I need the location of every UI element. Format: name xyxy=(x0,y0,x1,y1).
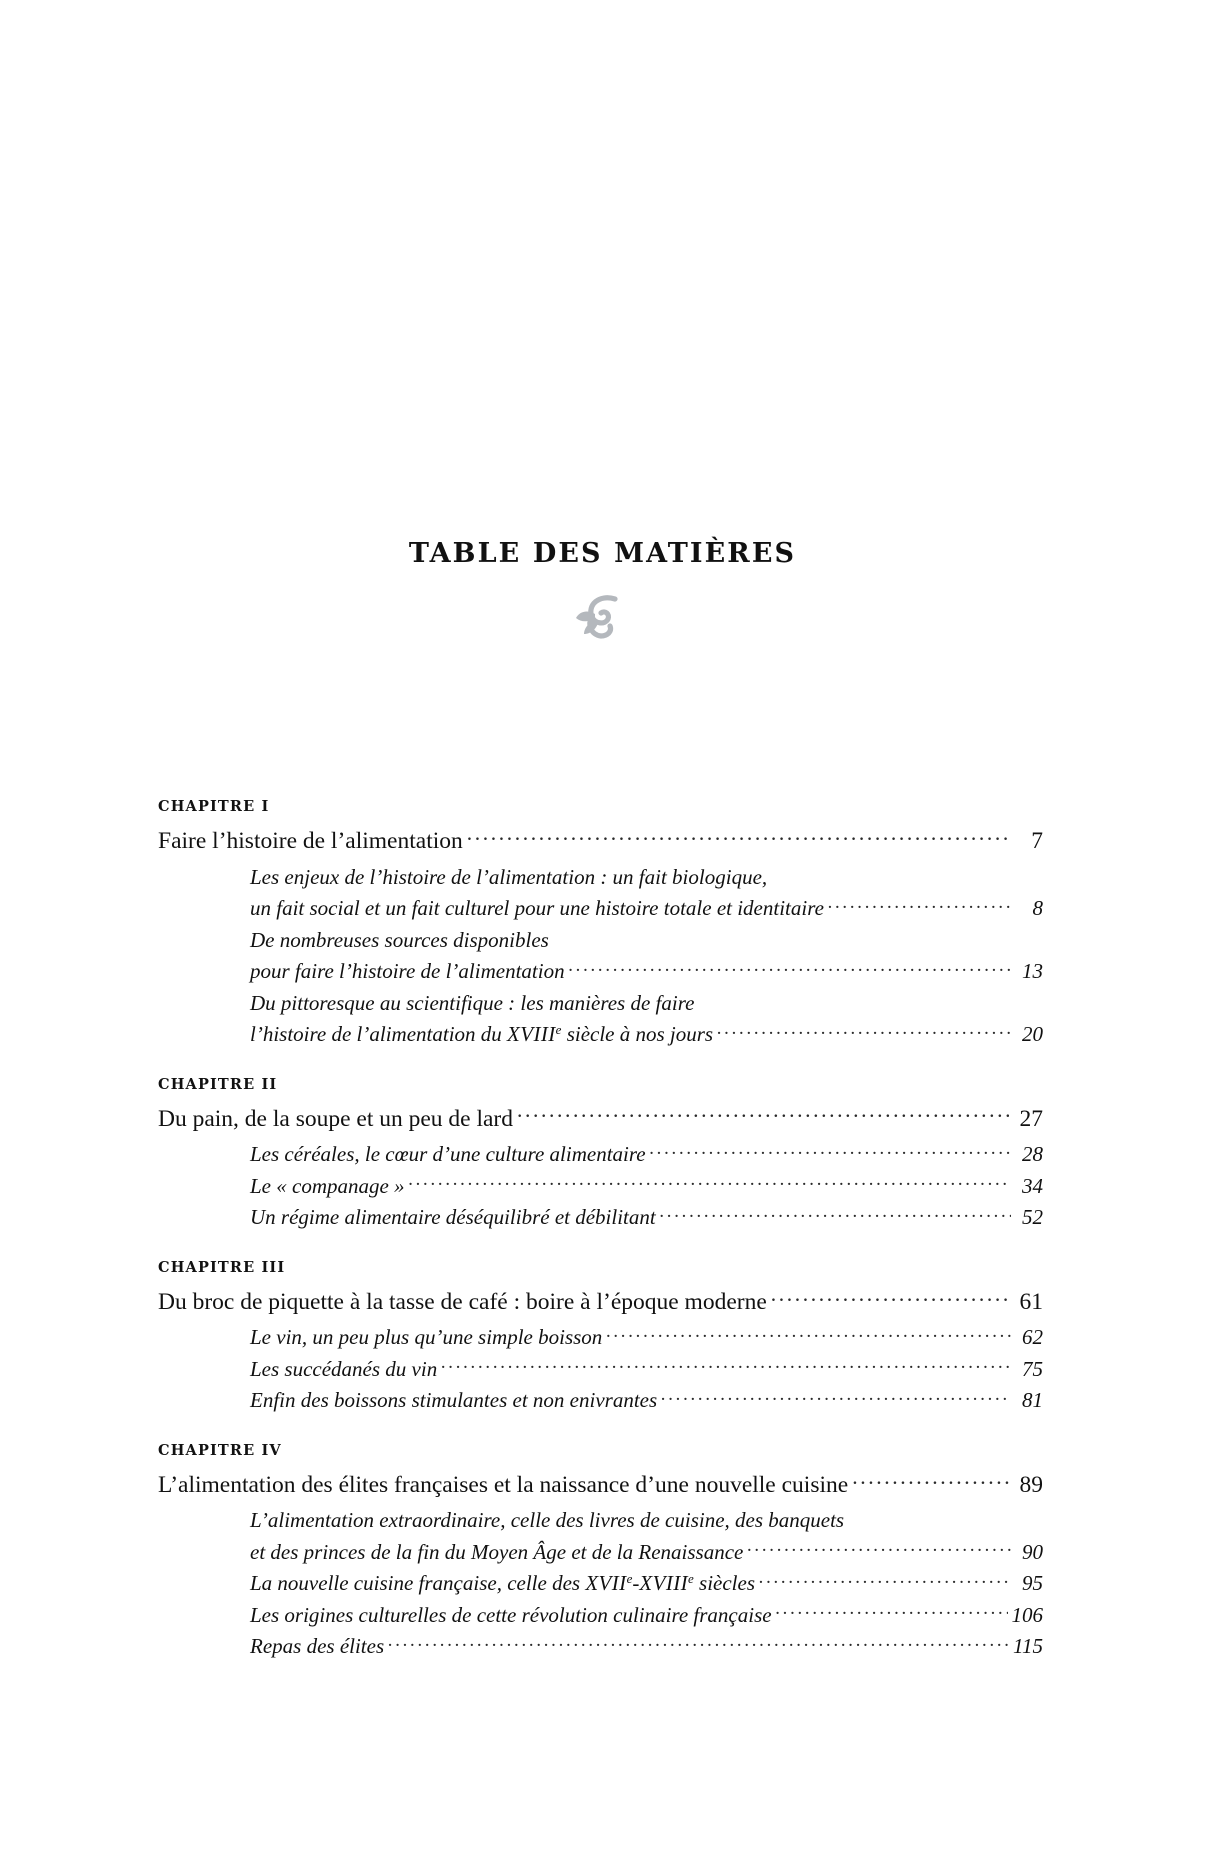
toc-subentry-label: un fait social et un fait culturel pour une histoire totale et identitaire xyxy=(250,896,824,921)
toc-entry-subsection[interactable] xyxy=(250,1019,1043,1051)
toc-entry-subsection[interactable] xyxy=(250,1537,1043,1569)
toc-entry-subsection[interactable] xyxy=(250,1568,1043,1600)
dot-leader xyxy=(852,1468,1009,1492)
toc-subentry-list xyxy=(250,1139,1043,1234)
toc-page-number: 13 xyxy=(1022,959,1043,984)
toc-subentry-label: Les céréales, le cœur d’une culture alimentaire xyxy=(250,1142,646,1167)
toc-subentry-list xyxy=(250,862,1043,1051)
toc-entry-subsection[interactable] xyxy=(250,1385,1043,1417)
toc-subentry-label: et des princes de la fin du Moyen Âge et de la Renaissance xyxy=(250,1539,744,1564)
dot-leader xyxy=(776,1601,1008,1622)
dot-leader xyxy=(650,1140,1011,1161)
dot-leader xyxy=(569,957,1011,978)
toc-entry-label: Faire l’histoire de l’alimentation xyxy=(158,828,463,854)
toc-subentry-label: l’histoire de l’alimentation du XVIIIe siècle à nos jours xyxy=(250,1022,714,1047)
chapter-kicker: CHAPITRE II xyxy=(158,1075,278,1093)
toc-subentry-label: Le « companage » xyxy=(250,1173,405,1198)
dot-leader xyxy=(388,1632,1009,1653)
toc-entry-label: Du broc de piquette à la tasse de café : boire à l’époque moderne xyxy=(158,1288,767,1315)
toc-subentry-label: pour faire l’histoire de l’alimentation xyxy=(250,959,565,984)
toc-page-number: 34 xyxy=(1022,1173,1043,1198)
dot-leader xyxy=(441,1355,1011,1376)
toc-subentry-label: Repas des élites xyxy=(250,1634,385,1659)
dot-leader xyxy=(717,1020,1011,1041)
chapter-block xyxy=(158,800,1043,1051)
dot-leader xyxy=(771,1285,1009,1309)
toc-page-number: 28 xyxy=(1022,1142,1043,1167)
toc-page-number: 20 xyxy=(1022,1022,1043,1047)
chapter-block xyxy=(158,1075,1043,1234)
toc-entry-subsection[interactable] xyxy=(250,1171,1043,1203)
toc-page-number: 90 xyxy=(1022,1539,1043,1564)
page-title: TABLE DES MATIÈRES xyxy=(408,538,797,569)
dot-leader xyxy=(660,1203,1011,1224)
toc-subentry-label: Les succédanés du vin xyxy=(250,1356,438,1381)
chapter-kicker: CHAPITRE I xyxy=(158,798,270,815)
toc-page-number: 89 xyxy=(1019,1471,1043,1498)
toc-entry-chapter[interactable] xyxy=(158,1468,1043,1500)
toc-page-number: 8 xyxy=(1032,896,1043,921)
toc-subentry-list xyxy=(250,1505,1043,1663)
toc-entry-subsection[interactable] xyxy=(250,1322,1043,1354)
toc-entry-label: L’alimentation des élites françaises et la naissance d’une nouvelle cuisine xyxy=(158,1471,849,1498)
toc-subentry-label: La nouvelle cuisine française, celle des XVIIe-XVIIIe siècles xyxy=(250,1571,756,1596)
toc-page-number: 7 xyxy=(1031,828,1043,854)
toc-subentry-label: Le vin, un peu plus qu’une simple boisson xyxy=(250,1325,603,1350)
dot-leader xyxy=(747,1538,1011,1559)
toc-entry-chapter[interactable] xyxy=(158,1102,1043,1134)
toc-subentry-line: Les enjeux de l’histoire de l’alimentation : un fait biologique, xyxy=(250,864,768,889)
dot-leader xyxy=(409,1172,1011,1193)
toc-entry-chapter[interactable] xyxy=(158,1285,1043,1317)
chapter-block xyxy=(158,1258,1043,1417)
toc-page-number: 115 xyxy=(1013,1634,1043,1659)
toc-page-number: 27 xyxy=(1019,1105,1043,1132)
toc-subentry-line: L’alimentation extraordinaire, celle des livres de cuisine, des banquets xyxy=(250,1508,845,1533)
toc-entry-subsection[interactable] xyxy=(250,1600,1043,1632)
toc-page-number: 61 xyxy=(1019,1288,1043,1315)
dot-leader xyxy=(606,1323,1011,1344)
fleuron-ornament xyxy=(0,590,1205,660)
toc-page-number: 81 xyxy=(1022,1388,1043,1413)
toc-entry-label: Du pain, de la soupe et un peu de lard xyxy=(158,1105,514,1132)
chapter-block xyxy=(158,1441,1043,1663)
dot-leader xyxy=(661,1386,1011,1407)
toc-entry-subsection[interactable] xyxy=(250,893,1043,925)
toc-page-number: 75 xyxy=(1022,1356,1043,1381)
table-of-contents xyxy=(158,800,1043,1663)
dot-leader xyxy=(828,894,1011,915)
dot-leader xyxy=(759,1569,1011,1590)
toc-page-number: 52 xyxy=(1022,1205,1043,1230)
toc-subentry-list xyxy=(250,1322,1043,1417)
dot-leader xyxy=(467,825,1009,849)
toc-entry-chapter[interactable] xyxy=(158,825,1043,857)
toc-subentry-label: Les origines culturelles de cette révolution culinaire française xyxy=(250,1602,772,1627)
toc-subentry-line: De nombreuses sources disponibles xyxy=(250,927,549,952)
chapter-kicker: CHAPITRE IV xyxy=(158,1441,282,1459)
toc-entry-subsection[interactable] xyxy=(250,1631,1043,1663)
toc-subentry-line: Du pittoresque au scientifique : les manières de faire xyxy=(250,990,695,1015)
toc-page-number: 95 xyxy=(1022,1571,1043,1596)
dot-leader xyxy=(517,1102,1009,1126)
toc-page-number: 62 xyxy=(1022,1325,1043,1350)
toc-entry-subsection[interactable] xyxy=(250,1354,1043,1386)
toc-subentry-label: Enfin des boissons stimulantes et non enivrantes xyxy=(250,1388,658,1413)
toc-entry-subsection[interactable] xyxy=(250,956,1043,988)
toc-entry-subsection[interactable] xyxy=(250,1139,1043,1171)
toc-page-number: 106 xyxy=(1011,1602,1043,1627)
toc-entry-subsection[interactable] xyxy=(250,1202,1043,1234)
toc-subentry-label: Un régime alimentaire déséquilibré et débilitant xyxy=(250,1205,656,1230)
chapter-kicker: CHAPITRE III xyxy=(158,1258,286,1276)
